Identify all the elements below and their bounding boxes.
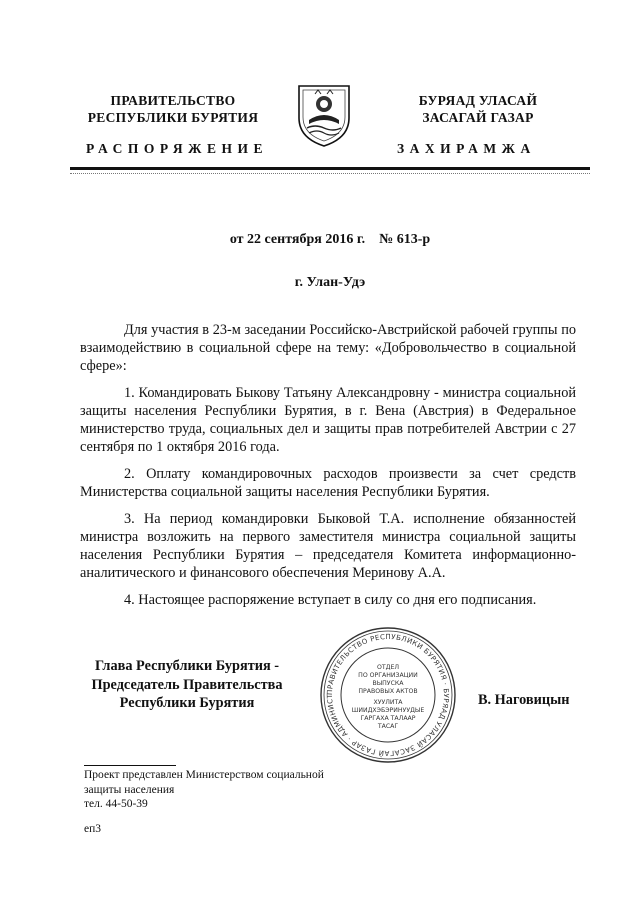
header-left-line1: ПРАВИТЕЛЬСТВО	[110, 93, 236, 108]
paragraph-2: 2. Оплату командировочных расходов произвести за счет средств Министерства социальной защиты населения Республики Бурятия.	[80, 466, 576, 500]
header-right-line2: ЗАСАГАЙ ГАЗАР	[422, 110, 534, 125]
coat-of-arms-emblem	[295, 80, 353, 148]
signatory-title	[76, 657, 298, 713]
stamp-line: ГАРГАХА ТАЛААР	[360, 715, 416, 722]
footnote-line2: защиты населения	[84, 783, 175, 796]
footnote-phone: тел. 44-50-39	[84, 798, 148, 810]
city: г. Улан-Удэ	[294, 275, 366, 290]
signatory-title-line3: Республики Бурятия	[119, 695, 255, 711]
header-dotted-divider	[70, 173, 590, 174]
document-kind-bur: ЗАХИРАМЖА	[397, 141, 536, 156]
stamp-line: ОТДЕЛ	[376, 664, 400, 671]
footnote-divider	[84, 765, 176, 766]
stamp-line: ХУУЛИТА	[373, 699, 403, 706]
stamp-line: ШИИДХЭБЭРИНУУДЫЕ	[351, 707, 425, 714]
header-right-org	[378, 92, 578, 126]
paragraph-1: 1. Командировать Быкову Татьяну Александровну - министра социальной защиты населения Республики Бурятия, в г. Вена (Австрия) в Федеральное министерство труда, социальных дел и защиты прав потребителей Австрии с 27 сентября по 1 октября 2016 года.	[80, 385, 576, 455]
coat-of-arms-icon	[295, 80, 353, 148]
signatory-title-line1: Глава Республики Бурятия -	[94, 658, 280, 674]
header-left-line2: РЕСПУБЛИКИ БУРЯТИЯ	[87, 110, 259, 125]
stamp-line: ПРАВОВЫХ АКТОВ	[358, 688, 418, 695]
document-body	[80, 321, 576, 618]
paragraph-4: 4. Настоящее распоряжение вступает в силу со дня его подписания.	[124, 592, 537, 608]
stamp-center-text	[352, 664, 425, 730]
stamp-line: ВЫПУСКА	[372, 680, 404, 687]
document-kind-ru: РАСПОРЯЖЕНИЕ	[86, 141, 269, 156]
stamp-line: ПО ОРГАНИЗАЦИИ	[358, 672, 418, 679]
signatory-title-line2: Председатель Правительства	[91, 676, 283, 693]
footnote-line1: Проект представлен Министерством социальной	[84, 769, 324, 781]
official-stamp	[318, 625, 458, 765]
header-divider	[70, 167, 590, 170]
date-number: от 22 сентября 2016 г. № 613-р	[229, 232, 431, 247]
paragraph-3: 3. На период командировки Быковой Т.А. исполнение обязанностей министра возложить на первого заместителя министра социальной защиты населения Республики Бурятия – председателя Комитета информационно-аналитического и финансового обеспечения Меринову А.А.	[80, 511, 576, 581]
header-left-org	[70, 92, 276, 126]
intro-paragraph: Для участия в 23-м заседании Российско-Австрийской рабочей группы по взаимодействию в социальной сфере на тему: «Добровольчество в социальной сфере»:	[80, 322, 576, 374]
stamp-seal-icon	[318, 625, 458, 765]
signatory-name: В. Наговицын	[478, 692, 570, 708]
stamp-ring-text: ПРАВИТЕЛЬСТВО РЕСПУБЛИКИ БУРЯТИЯ · БУРЯАД УЛАСАЙ ЗАСАГАЙ ГАЗАР · АДМИНИСТ	[325, 632, 451, 758]
footnote-code: еп3	[84, 822, 102, 835]
footnote	[84, 768, 324, 836]
header-right-line1: БУРЯАД УЛАСАЙ	[418, 93, 538, 108]
stamp-line: ТАСАГ	[377, 723, 399, 730]
